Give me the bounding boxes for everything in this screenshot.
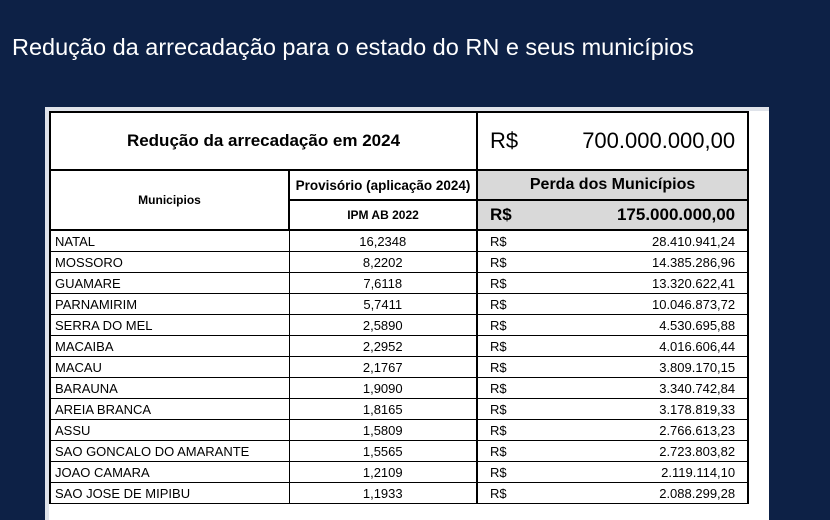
ipm-cell: 7,6118 <box>289 273 477 294</box>
perda-currency: R$ <box>477 200 518 230</box>
loss-value-cell: 13.320.622,41 <box>518 273 748 294</box>
loss-value-cell: 3.809.170,15 <box>518 357 748 378</box>
table-row <box>50 483 748 504</box>
loss-value-cell: 4.530.695,88 <box>518 315 748 336</box>
table-row <box>50 378 748 399</box>
table-row <box>50 399 748 420</box>
loss-value-cell: 2.088.299,28 <box>518 483 748 504</box>
municipio-cell: BARAUNA <box>50 378 289 399</box>
loss-value-cell: 10.046.873,72 <box>518 294 748 315</box>
table-row <box>50 294 748 315</box>
ipm-cell: 2,5890 <box>289 315 477 336</box>
total-value: 700.000.000,00 <box>518 112 748 170</box>
municipio-cell: ASSU <box>50 420 289 441</box>
loss-value-cell: 4.016.606,44 <box>518 336 748 357</box>
municipio-cell: PARNAMIRIM <box>50 294 289 315</box>
column-header-perda: Perda dos Municípios <box>477 170 748 200</box>
table-row <box>50 315 748 336</box>
ipm-cell: 8,2202 <box>289 252 477 273</box>
table-row <box>50 273 748 294</box>
ipm-cell: 2,1767 <box>289 357 477 378</box>
loss-value-cell: 2.723.803,82 <box>518 441 748 462</box>
currency-cell: R$ <box>477 420 518 441</box>
ipm-cell: 1,5565 <box>289 441 477 462</box>
table-row <box>50 420 748 441</box>
municipio-cell: MOSSORO <box>50 252 289 273</box>
ipm-cell: 16,2348 <box>289 230 477 252</box>
ipm-cell: 1,1933 <box>289 483 477 504</box>
municipio-cell: AREIA BRANCA <box>50 399 289 420</box>
municipio-cell: SAO JOSE DE MIPIBU <box>50 483 289 504</box>
currency-cell: R$ <box>477 273 518 294</box>
loss-value-cell: 3.178.819,33 <box>518 399 748 420</box>
table-row <box>50 441 748 462</box>
revenue-table <box>49 111 749 504</box>
ipm-cell: 1,9090 <box>289 378 477 399</box>
table-row <box>50 462 748 483</box>
currency-cell: R$ <box>477 462 518 483</box>
ipm-cell: 1,8165 <box>289 399 477 420</box>
perda-total: 175.000.000,00 <box>518 200 748 230</box>
municipio-cell: GUAMARE <box>50 273 289 294</box>
table-title: Redução da arrecadação em 2024 <box>50 112 477 170</box>
slide-title: Redução da arrecadação para o estado do RN e seus municípios <box>12 34 694 60</box>
column-header-provisorio: Provisório (aplicação 2024) <box>289 170 477 200</box>
loss-value-cell: 14.385.286,96 <box>518 252 748 273</box>
currency-cell: R$ <box>477 483 518 504</box>
column-header-row <box>50 170 748 200</box>
currency-cell: R$ <box>477 336 518 357</box>
table-row <box>50 252 748 273</box>
currency-cell: R$ <box>477 357 518 378</box>
currency-cell: R$ <box>477 252 518 273</box>
currency-cell: R$ <box>477 378 518 399</box>
ipm-cell: 5,7411 <box>289 294 477 315</box>
municipio-cell: NATAL <box>50 230 289 252</box>
municipio-cell: SERRA DO MEL <box>50 315 289 336</box>
loss-value-cell: 2.766.613,23 <box>518 420 748 441</box>
table-body <box>50 230 748 504</box>
loss-value-cell: 3.340.742,84 <box>518 378 748 399</box>
column-header-ipm: IPM AB 2022 <box>289 200 477 230</box>
currency-cell: R$ <box>477 399 518 420</box>
column-header-municipios: Municipios <box>50 170 289 230</box>
municipio-cell: MACAU <box>50 357 289 378</box>
ipm-cell: 1,5809 <box>289 420 477 441</box>
table-header-row <box>50 112 748 170</box>
municipio-cell: MACAIBA <box>50 336 289 357</box>
loss-value-cell: 2.119.114,10 <box>518 462 748 483</box>
ipm-cell: 1,2109 <box>289 462 477 483</box>
loss-value-cell: 28.410.941,24 <box>518 230 748 252</box>
currency-cell: R$ <box>477 294 518 315</box>
currency-cell: R$ <box>477 441 518 462</box>
table-row <box>50 230 748 252</box>
ipm-cell: 2,2952 <box>289 336 477 357</box>
table-row <box>50 357 748 378</box>
municipio-cell: SAO GONCALO DO AMARANTE <box>50 441 289 462</box>
total-currency: R$ <box>477 112 518 170</box>
table-row <box>50 336 748 357</box>
currency-cell: R$ <box>477 230 518 252</box>
municipio-cell: JOAO CAMARA <box>50 462 289 483</box>
spreadsheet <box>49 111 769 520</box>
currency-cell: R$ <box>477 315 518 336</box>
